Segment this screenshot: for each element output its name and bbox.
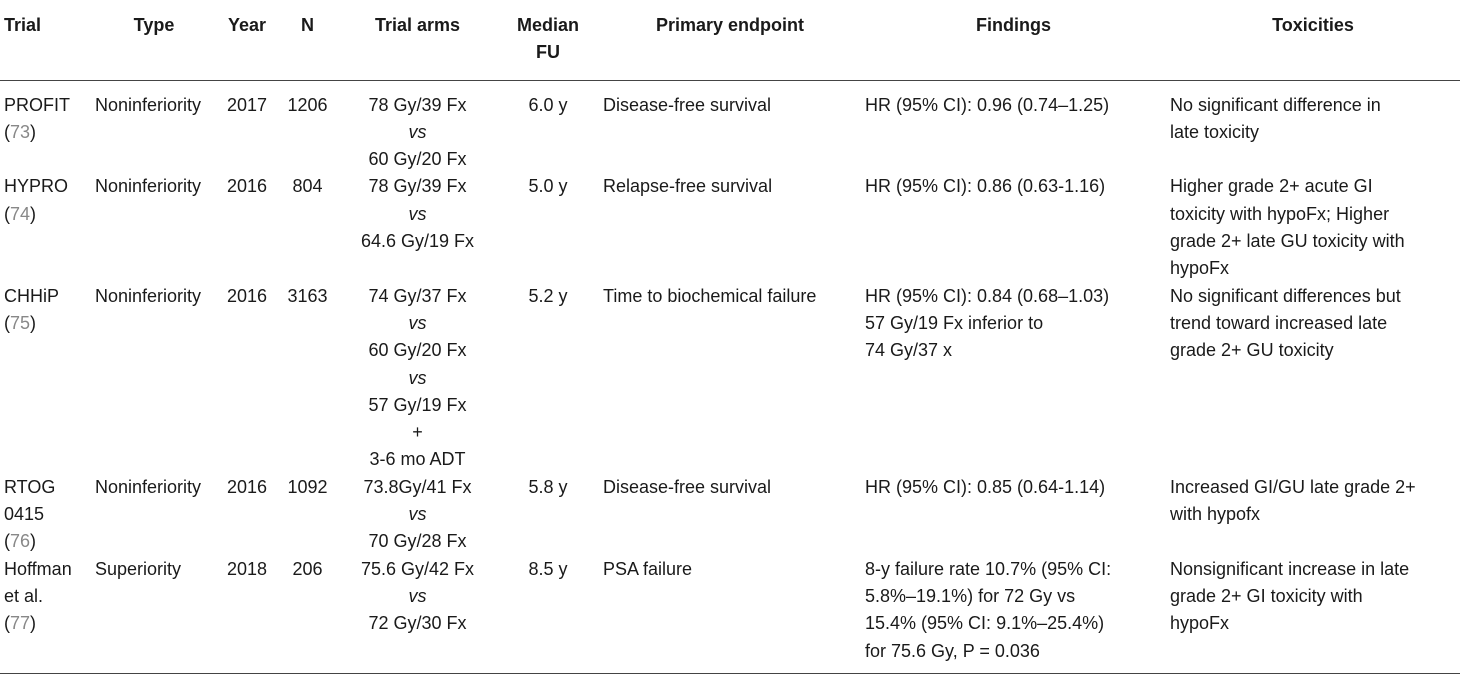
arm-line: 70 Gy/28 Fx [368, 531, 467, 552]
header-n: N [277, 0, 338, 80]
cell-year: 2016 [226, 176, 268, 197]
cell-year: 2017 [226, 94, 268, 115]
cell-type: Noninferiority [95, 476, 202, 497]
table-row [0, 80, 1460, 173]
findings-line: HR (95% CI): 0.84 (0.68–1.03) [865, 285, 1110, 306]
toxicity-line: hypoFx [1170, 613, 1230, 634]
toxicity-line: grade 2+ late GU toxicity with [1170, 231, 1405, 252]
reference-link[interactable]: 75 [10, 312, 31, 333]
arm-line: vs [408, 367, 427, 388]
table-row [0, 474, 1460, 556]
trial-name: et al. [4, 585, 44, 606]
toxicity-line: Nonsignificant increase in late [1170, 558, 1410, 579]
cell-n: 1092 [287, 476, 328, 497]
cell-year: 2016 [226, 476, 268, 497]
cell-trial-arms [338, 80, 497, 173]
arm-line: 3-6 mo ADT [369, 449, 466, 470]
findings-line: 74 Gy/37 x [865, 340, 953, 361]
reference-link[interactable]: 73 [10, 121, 31, 142]
header-median-fu [497, 0, 599, 80]
arm-line: 60 Gy/20 Fx [368, 149, 467, 170]
cell-median-fu: 8.5 y [497, 556, 599, 674]
cell-trial-arms [338, 283, 497, 474]
toxicity-line: No significant difference in [1170, 94, 1381, 115]
toxicity-line: toxicity with hypoFx; Higher [1170, 203, 1390, 224]
cell-toxicities [1166, 556, 1460, 674]
findings-line: HR (95% CI): 0.86 (0.63-1.16) [865, 176, 1106, 197]
toxicity-line: late toxicity [1170, 121, 1260, 142]
cell-findings [861, 283, 1166, 474]
header-toxicities: Toxicities [1166, 0, 1460, 80]
cell-n: 804 [292, 176, 323, 197]
cell-type: Noninferiority [95, 94, 202, 115]
cell-toxicities [1166, 474, 1460, 556]
trial-ref: (76) [4, 531, 37, 552]
reference-link[interactable]: 74 [10, 203, 31, 224]
arm-line: vs [408, 121, 427, 142]
cell-type: Noninferiority [95, 176, 202, 197]
toxicity-line: grade 2+ GU toxicity [1170, 340, 1334, 361]
table-row [0, 173, 1460, 282]
trial-ref: (77) [4, 613, 37, 634]
cell-trial-arms [338, 173, 497, 282]
arm-line: 64.6 Gy/19 Fx [360, 231, 475, 252]
table-row [0, 283, 1460, 474]
arm-line: 73.8Gy/41 Fx [363, 476, 472, 497]
cell-primary-endpoint: Disease-free survival [603, 94, 772, 115]
cell-toxicities [1166, 173, 1460, 282]
cell-findings [861, 173, 1166, 282]
findings-line: HR (95% CI): 0.85 (0.64-1.14) [865, 476, 1106, 497]
cell-primary-endpoint: Time to biochemical failure [603, 285, 817, 306]
arm-line: 78 Gy/39 Fx [368, 176, 467, 197]
cell-trial [0, 474, 91, 556]
toxicity-line: with hypofx [1170, 504, 1261, 525]
arm-line: vs [408, 312, 427, 333]
header-findings: Findings [861, 0, 1166, 80]
header-median-fu-text: Median FU [516, 15, 579, 63]
reference-link[interactable]: 77 [10, 613, 31, 634]
cell-year: 2016 [226, 285, 268, 306]
cell-findings [861, 474, 1166, 556]
findings-line: 15.4% (95% CI: 9.1%–25.4%) [865, 613, 1105, 634]
cell-primary-endpoint: Disease-free survival [603, 476, 772, 497]
cell-median-fu: 6.0 y [528, 94, 568, 115]
trial-name: 0415 [4, 504, 45, 525]
findings-line: 8-y failure rate 10.7% (95% CI: [865, 558, 1112, 579]
cell-trial [0, 80, 91, 173]
cell-n: 206 [277, 556, 338, 674]
arm-line: vs [408, 585, 427, 606]
cell-trial-arms [338, 474, 497, 556]
header-trial-arms: Trial arms [338, 0, 497, 80]
cell-median-fu: 5.8 y [528, 476, 568, 497]
cell-findings [861, 80, 1166, 173]
header-row [0, 0, 1460, 80]
cell-toxicities [1166, 80, 1460, 173]
toxicity-line: No significant differences but [1170, 285, 1401, 306]
arm-line: 60 Gy/20 Fx [368, 340, 467, 361]
arm-line: + [412, 422, 423, 443]
cell-type: Superiority [91, 556, 217, 674]
toxicity-line: trend toward increased late [1170, 312, 1388, 333]
toxicity-line: Higher grade 2+ acute GI [1170, 176, 1373, 197]
arm-line: 72 Gy/30 Fx [368, 613, 467, 634]
cell-findings [861, 556, 1166, 674]
arm-line: vs [408, 504, 427, 525]
cell-primary-endpoint: PSA failure [599, 556, 861, 674]
header-primary-endpoint: Primary endpoint [599, 0, 861, 80]
cell-median-fu: 5.0 y [528, 176, 568, 197]
arm-line: 75.6 Gy/42 Fx [360, 558, 475, 579]
trial-name: PROFIT [4, 94, 70, 115]
trial-name: HYPRO [4, 176, 69, 197]
arm-line: 57 Gy/19 Fx [368, 394, 467, 415]
reference-link[interactable]: 76 [10, 531, 31, 552]
findings-line: 57 Gy/19 Fx inferior to [865, 312, 1044, 333]
cell-trial [0, 556, 91, 674]
trial-ref: (73) [4, 121, 37, 142]
toxicity-line: Increased GI/GU late grade 2+ [1170, 476, 1416, 497]
header-trial: Trial [0, 0, 91, 80]
header-year: Year [217, 0, 277, 80]
trial-ref: (74) [4, 203, 37, 224]
findings-line: 5.8%–19.1%) for 72 Gy vs [865, 585, 1076, 606]
arm-line: 74 Gy/37 Fx [368, 285, 467, 306]
toxicity-line: hypoFx [1170, 258, 1230, 279]
findings-line: for 75.6 Gy, P = 0.036 [865, 640, 1040, 661]
cell-trial [0, 283, 91, 474]
arm-line: 78 Gy/39 Fx [368, 94, 467, 115]
findings-line: HR (95% CI): 0.96 (0.74–1.25) [865, 94, 1110, 115]
cell-year: 2018 [217, 556, 277, 674]
header-type: Type [91, 0, 217, 80]
cell-type: Noninferiority [95, 285, 202, 306]
arm-line: vs [408, 203, 427, 224]
cell-median-fu: 5.2 y [528, 285, 568, 306]
cell-n: 3163 [287, 285, 328, 306]
trial-name: RTOG [4, 476, 56, 497]
trial-name: CHHiP [4, 285, 60, 306]
trial-name: Hoffman [4, 558, 72, 579]
trial-ref: (75) [4, 312, 37, 333]
cell-primary-endpoint: Relapse-free survival [603, 176, 773, 197]
cell-n: 1206 [287, 94, 328, 115]
toxicity-line: grade 2+ GI toxicity with [1170, 585, 1363, 606]
cell-trial-arms [338, 556, 497, 674]
table-row [0, 556, 1460, 674]
cell-trial [0, 173, 91, 282]
cell-toxicities [1166, 283, 1460, 474]
